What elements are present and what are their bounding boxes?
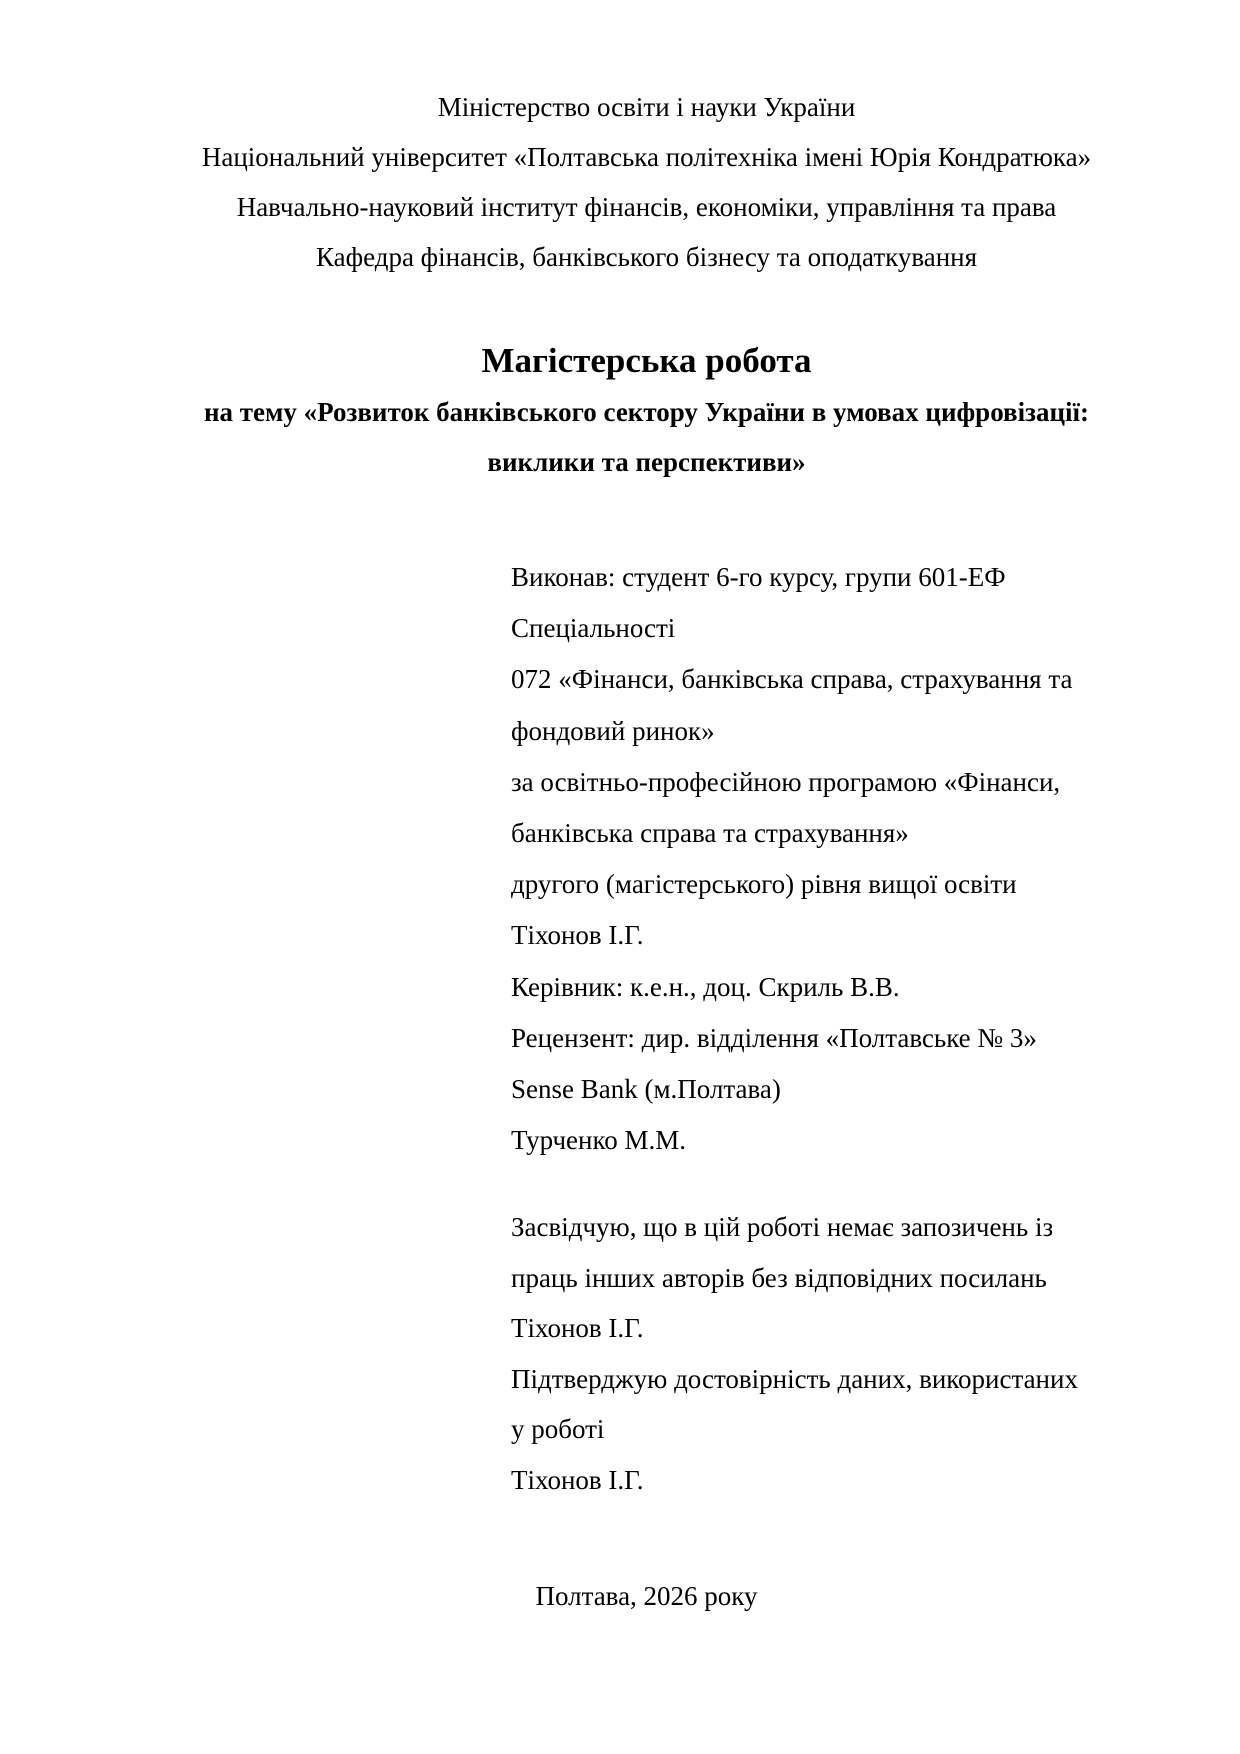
institution-header — [0, 82, 1240, 282]
document-title: Магістерська робота — [481, 341, 812, 380]
specialty-line-1: 072 «Фінанси, банківська справа, страхування та — [511, 664, 1073, 695]
topic-line-2: виклики та перспективи» — [487, 447, 806, 477]
originality-signature-name: Тіхонов І.Г. — [511, 1313, 644, 1344]
education-level-line: другого (магістерського) рівня вищої освіти — [511, 869, 1017, 900]
author-course-line: Виконав: студент 6-го курсу, групи 601-ЕФ — [511, 562, 1006, 592]
specialty-line-2: фондовий ринок» — [511, 715, 715, 746]
author-info-block — [511, 552, 1151, 1166]
program-line-1: за освітньо-професійною програмою «Фінанси, — [511, 766, 1061, 797]
thesis-title-block — [0, 335, 1240, 487]
specialty-label: Спеціальності — [511, 613, 676, 644]
supervisor-line: Керівник: к.е.н., доц. Скриль В.В. — [511, 971, 900, 1002]
attestation-block — [511, 1202, 1151, 1506]
originality-statement-line-1: Засвідчую, що в цій роботі немає запозичень із — [511, 1212, 1054, 1242]
author-name: Тіхонов І.Г. — [511, 920, 644, 951]
data-reliability-signature-name: Тіхонов І.Г. — [511, 1464, 644, 1495]
reviewer-line: Рецензент: дир. відділення «Полтавське № 3» — [511, 1022, 1037, 1053]
institute-line: Навчально-науковий інститут фінансів, економіки, управління та права — [236, 192, 1057, 222]
place-year: Полтава, 2026 року — [535, 1581, 758, 1611]
program-line-2: банківська справа та страхування» — [511, 818, 909, 849]
ministry-line: Міністерство освіти і науки України — [437, 92, 856, 122]
reviewer-organization: Sense Bank (м.Полтава) — [511, 1074, 781, 1105]
university-line: Національний університет «Полтавська політехніка імені Юрія Кондратюка» — [201, 142, 1092, 172]
topic-line-1: на тему «Розвиток банківського сектору України в умовах цифровізації: — [203, 397, 1090, 427]
data-reliability-line-1: Підтверджую достовірність даних, використаних — [511, 1363, 1078, 1394]
data-reliability-line-2: у роботі — [511, 1414, 605, 1445]
originality-statement-line-2: праць інших авторів без відповідних посилань — [511, 1262, 1047, 1293]
reviewer-name: Турченко М.М. — [511, 1125, 686, 1156]
place-year-footer — [0, 1576, 1240, 1616]
department-line: Кафедра фінансів, банківського бізнесу та оподаткування — [315, 242, 978, 272]
